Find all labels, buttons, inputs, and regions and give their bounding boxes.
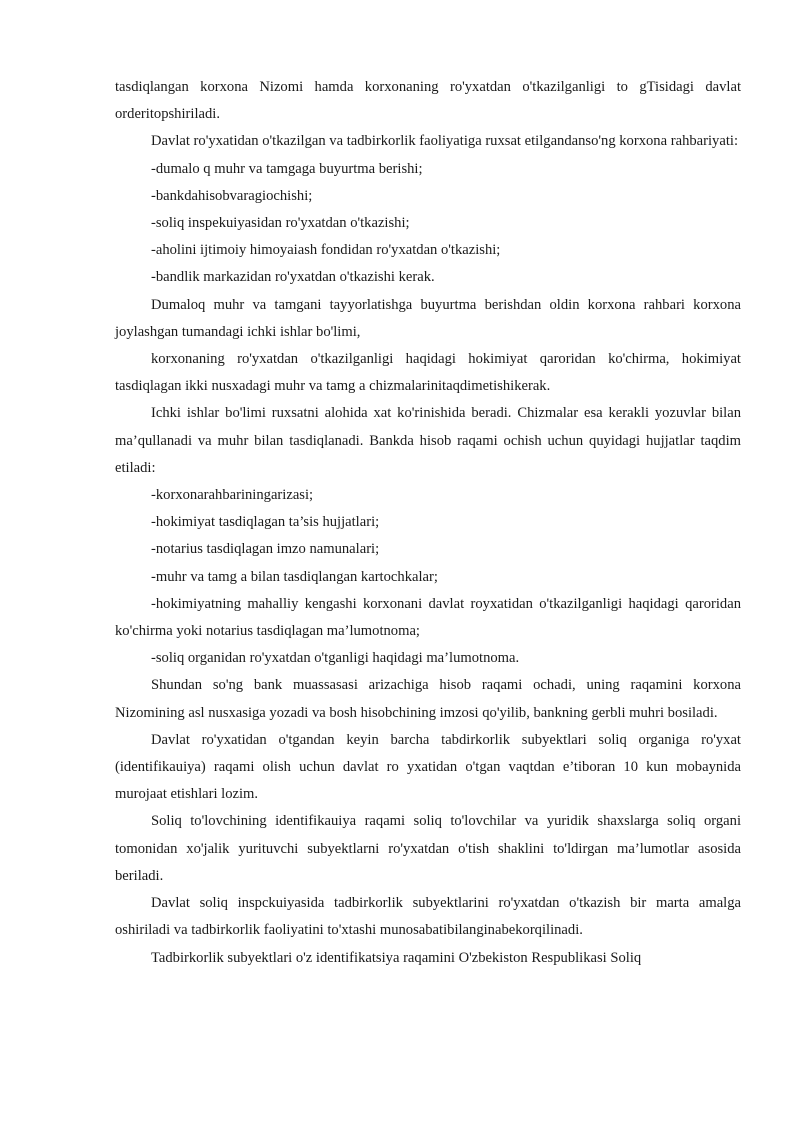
list-item: -muhr va tamg a bilan tasdiqlangan kartochkalar; bbox=[151, 568, 438, 585]
paragraph: Shundan so'ng bank muassasasi arizachiga hisob raqami ochadi, uning raqamini korxona Nizomining asl nusxasiga yozadi va bosh hisobchining imzosi qo'yilib, bankning gerbli muhri bosiladi. bbox=[115, 677, 741, 721]
list-item: -bandlik markazidan ro'yxatdan o'tkazishi kerak. bbox=[151, 269, 435, 286]
list-item: -bankdahisobvaragiochishi; bbox=[151, 187, 313, 204]
paragraph: Tadbirkorlik subyektlari o'z identifikatsiya raqamini O'zbekiston Respublikasi Soliq bbox=[151, 949, 642, 966]
list-item: -aholini ijtimoiy himoyaiash fondidan ro'yxatdan o'tkazishi; bbox=[151, 242, 501, 259]
paragraph: korxonaning ro'yxatdan o'tkazilganligi haqidagi hokimiyat qaroridan ko'chirma, hokimiyat tasdiqlagan ikki nusxadagi muhr va tamg a chizmalarinitaqdimetishikerak. bbox=[115, 351, 741, 395]
list-item: -hokimiyat tasdiqlagan ta’sis hujjatlari; bbox=[151, 514, 380, 531]
list-item: -dumalo q muhr va tamgaga buyurtma berishi; bbox=[151, 160, 423, 177]
paragraph: Davlat ro'yxatidan o'tgandan keyin barcha tabdirkorlik subyektlari soliq organiga ro'yxat (identifikauiya) raqami olish uchun davlat ro yxatidan o'tgan vaqtdan e’tiboran 10 kun mobaynida murojaat etishlari lozim. bbox=[115, 731, 741, 803]
list-item: -korxonarahbariningarizasi; bbox=[151, 487, 314, 504]
list-item: -soliq organidan ro'yxatdan o'tganligi haqidagi ma’lumotnoma. bbox=[151, 650, 520, 667]
paragraph: -hokimiyatning mahalliy kengashi korxonani davlat royxatidan o'tkazilganligi haqidagi qaroridan ko'chirma yoki notarius tasdiqlagan ma’lumotnoma; bbox=[115, 595, 741, 640]
list-item: -soliq inspekuiyasidan ro'yxatdan o'tkazishi; bbox=[151, 215, 410, 232]
paragraph: Davlat ro'yxatidan o'tkazilgan va tadbirkorlik faoliyatiga ruxsat etilgandanso'ng korxona rahbariyati: bbox=[151, 133, 738, 150]
paragraph: tasdiqlangan korxona Nizomi hamda korxonaning ro'yxatdan o'tkazilganligi to gTisidagi davlat orderitopshiriladi. bbox=[115, 79, 741, 123]
paragraph: Davlat soliq inspckuiyasida tadbirkorlik subyektlarini ro'yxatdan o'tkazish bir marta amalga oshiriladi va tadbirkorlik faoliyatini to'xtashi munosabatibilanginabekorqilinadi. bbox=[115, 895, 741, 939]
paragraph: Soliq to'lovchining identifikauiya raqami soliq to'lovchilar va yuridik shaxslarga soliq organi tomonidan xo'jalik yurituvchi subyektlarni ro'yxatdan o'tish shaklini to'ldirgan ma’lumotlar asosida beriladi. bbox=[115, 813, 741, 884]
paragraph: Dumaloq muhr va tamgani tayyorlatishga buyurtma berishdan oldin korxona rahbari korxona joylashgan tumandagi ichki ishlar bo'limi, bbox=[115, 296, 741, 340]
paragraph: Ichki ishlar bo'limi ruxsatni alohida xat ko'rinishida beradi. Chizmalar esa kerakli yozuvlar bilan ma’qullanadi va muhr bilan tasdiqlanadi. Bankda hisob raqami ochish uchun quyidagi hujjatlar taqdim etiladi: bbox=[115, 405, 741, 476]
document-page bbox=[115, 74, 741, 972]
list-item: -notarius tasdiqlagan imzo namunalari; bbox=[151, 541, 380, 558]
